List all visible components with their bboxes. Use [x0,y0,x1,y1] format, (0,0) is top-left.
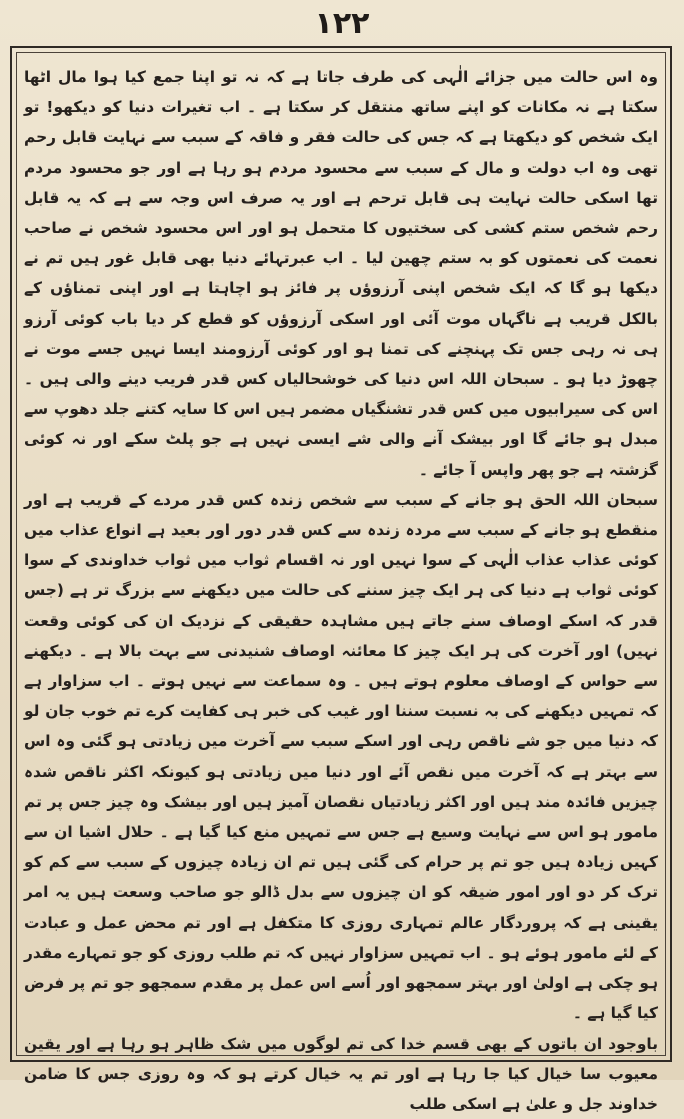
paragraph-1: وہ اس حالت میں جزائے الٰہی کی طرف جاتا ہے کہ نہ تو اپنا جمع کیا ہوا مال اٹھا سکتا ہے نہ مکانات کو اپنے ساتھ منتقل کر سکتا ہے ۔ اب تغیرات دنیا کو دیکھو! تو ایک شخص کو دیکھتا ہے کہ جس کی حالت فقر و فاقہ کے سبب سے نہایت قابل رحم تھی وہ اب دولت و مال کے سبب سے محسود مردم ہو رہا ہے اور جو محسود مردم تھا اسکی حالت نہایت ہی قابل ترحم ہے اور یہ صرف اس وجہ سے ہے کہ یہ قابل رحم شخص ستم کشی کی سختیوں کا متحمل ہو اور اس محسود شخص نے صاحب نعمت کی نعمتوں کو بہ ستم چھین لیا ۔ اب عبرتہائے دنیا بھی قابل غور ہیں تم نے دیکھا ہو گا کہ ایک شخص اپنی آرزوؤں پر فائز ہو اچاہتا ہے اور اپنی تمناؤں کے بالکل قریب ہے ناگہاں موت آئی اور اسکی آرزوؤں کو قطع کر دیا باب کوئی آرزو ہی نہ رہی جس تک پہنچنے کی تمنا ہو اور کوئی آرزومند ایسا نہیں جسے موت نے چھوڑ دیا ہو ۔ سبحان اللہ اس دنیا کی خوشحالیاں کس قدر فریب دینے والی ہیں ۔ اس کی سیرابیوں میں کس قدر تشنگیاں مضمر ہیں اس کا سایہ کتنے جلد دھوپ سے مبدل ہو جائے گا اور بیشک آنے والی شے ایسی نہیں ہے جو پلٹ سکے اور نہ کوئی گزشتہ ہے جو پھر واپس آ جائے ۔ [24,62,658,485]
body-text [24,62,658,1052]
page-number: ۱۲۲ [0,6,684,41]
paragraph-3: باوجود ان باتوں کے بھی قسم خدا کی تم لوگوں میں شک ظاہر ہو رہا ہے اور یقین معیوب سا خیال کیا جا رہا ہے اور تم یہ خیال کرتے ہو کہ وہ روزی جس کا ضامن خداوند جل و علیٰ ہے اسکی طلب [24,1029,658,1119]
text-frame [10,46,672,1062]
paragraph-2: سبحان اللہ الحق ہو جانے کے سبب سے شخص زندہ کس قدر مردے کے قریب ہے اور منقطع ہو جانے کے سبب سے مردہ زندہ سے کس قدر دور اور بعید ہے انواع عذاب میں کوئی عذاب عذاب الٰہی کے سوا نہیں اور نہ اقسام ثواب میں ثواب خداوندی کے سوا کوئی ثواب ہے دنیا کی ہر ایک چیز سننے کی حالت میں دیکھنے سے بزرگ تر ہے (جس قدر کہ اسکے اوصاف سنے جاتے ہیں مشاہدہ حقیقی کے نزدیک ان کی کوئی وقعت نہیں) اور آخرت کی ہر ایک چیز کا معائنہ اوصاف شنیدنی سے بہت بالا ہے ۔ دیکھنے سے حواس کے اوصاف معلوم ہوتے ہیں ۔ وہ سماعت سے نہیں ہوتے ۔ اب سزاوار ہے کہ تمہیں دیکھنے کی بہ نسبت سننا اور غیب کی خبر ہی کفایت کرے تم خوب جان لو کہ دنیا میں جو شے ناقص رہی اور اسکے سبب سے آخرت میں زیادتی ہو گئی وہ اس سے بہتر ہے کہ آخرت میں نقص آئے اور دنیا میں زیادتی ہو کیونکہ اکثر ناقص شدہ چیزیں فائدہ مند ہیں اور اکثر زیادتیاں نقصان آمیز ہیں اور بیشک وہ چیز جس پر تم مامور ہو اس سے نہایت وسیع ہے جس سے تمہیں منع کیا گیا ہے ۔ حلال اشیا ان سے کہیں زیادہ ہیں جو تم پر حرام کی گئی ہیں تم ان زیادہ چیزوں کے سبب سے کم کو ترک کر دو اور امور ضیقہ کو ان چیزوں سے بدل ڈالو جو صاحب وسعت ہیں یہ امر یقینی ہے کہ پروردگار عالم تمہاری روزی کا متکفل ہے اور تم محض عمل و عبادت کے لئے مامور ہوئے ہو ۔ اب تمہیں سزاوار نہیں کہ تم طلب روزی کو جو تمہارے مقدر ہو چکی ہے اولیٰ اور بہتر سمجھو اور اُسے اس عمل پر مقدم سمجھو جو تم پر فرض کیا گیا ہے ۔ [24,485,658,1029]
